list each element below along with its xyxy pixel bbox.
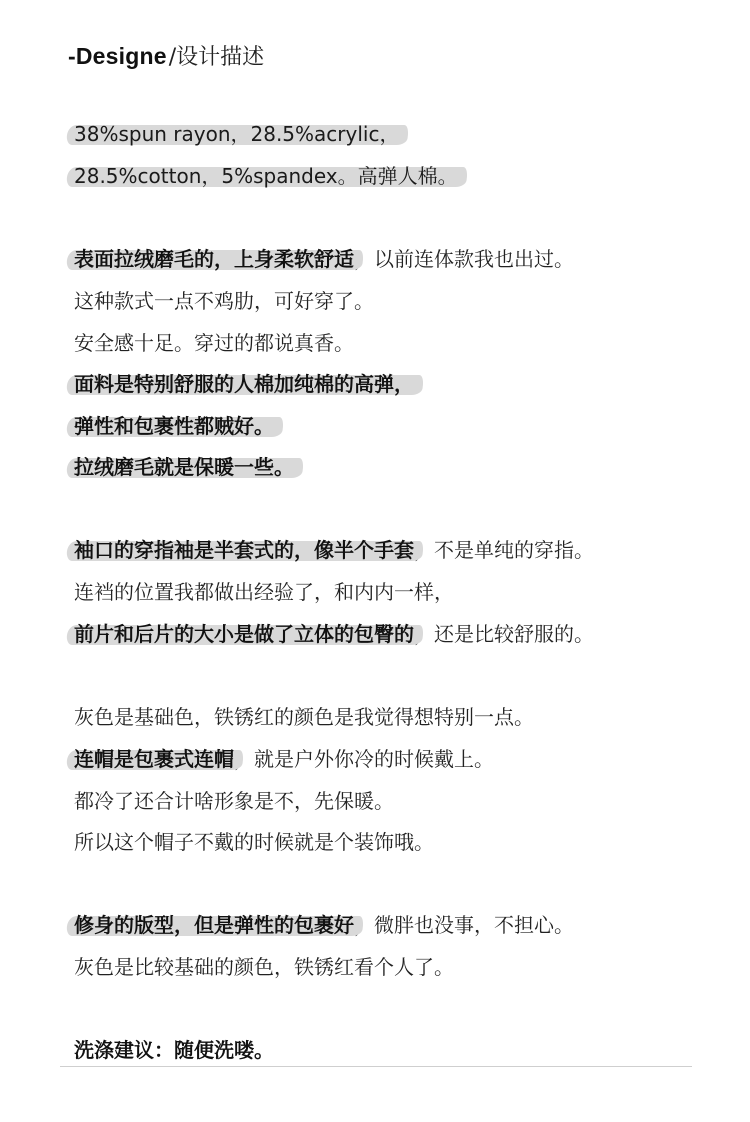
fabric-line-2 xyxy=(74,161,458,191)
section3-text-1: 灰色是基础色，铁锈红的颜色是我觉得想特别一点。 xyxy=(74,705,534,729)
section1-highlight-6: 拉绒磨毛就是保暖一些。 xyxy=(74,455,294,479)
section1-text-2: 这种款式一点不鸡肋，可好穿了。 xyxy=(74,289,374,313)
section2-text-3: ，还是比较舒服的。 xyxy=(414,622,594,646)
section4-highlight-1: 修身的版型，但是弹性的包裹好 xyxy=(74,913,354,937)
section1-highlight-1: 表面拉绒磨毛的，上身柔软舒适 xyxy=(74,247,354,271)
fabric-composition-1: 38%spun rayon，28.5%acrylic， xyxy=(74,122,400,146)
bottom-divider xyxy=(60,1066,692,1067)
section3-highlight-2: 连帽是包裹式连帽 xyxy=(74,747,234,771)
title-english: -Designe xyxy=(68,43,167,69)
section3-line-2 xyxy=(74,744,494,774)
section3-line-1 xyxy=(74,702,534,732)
section1-line-4 xyxy=(74,369,414,399)
section1-highlight-4: 面料是特别舒服的人棉加纯棉的高弹， xyxy=(74,372,414,396)
section1-text-1: ，以前连体款我也出过。 xyxy=(354,247,574,271)
care-instructions: 洗涤建议：随便洗喽。 xyxy=(74,1038,274,1062)
fabric-line-1 xyxy=(74,119,399,149)
section4-text-1: ，微胖也没事，不担心。 xyxy=(354,913,574,937)
care-line xyxy=(74,1035,274,1065)
section4-line-2 xyxy=(74,952,454,982)
section3-text-3: 都冷了还合计啥形象是不，先保暖。 xyxy=(74,789,394,813)
section3-line-4 xyxy=(74,827,434,857)
section1-line-2 xyxy=(74,286,374,316)
section3-text-4: 所以这个帽子不戴的时候就是个装饰哦。 xyxy=(74,830,434,854)
section2-line-1 xyxy=(74,535,594,565)
title-chinese: /设计描述 xyxy=(168,45,265,70)
section2-text-1: ，不是单纯的穿指。 xyxy=(414,538,594,562)
section2-text-2: 连裆的位置我都做出经验了，和内内一样， xyxy=(74,580,454,604)
section1-line-1 xyxy=(74,244,574,274)
section4-text-2: 灰色是比较基础的颜色，铁锈红看个人了。 xyxy=(74,955,454,979)
fabric-composition-2: 28.5%cotton，5%spandex。高弹人棉。 xyxy=(74,164,458,188)
section1-text-3: 安全感十足。穿过的都说真香。 xyxy=(74,331,354,355)
section4-line-1 xyxy=(74,910,574,940)
section2-highlight-3: 前片和后片的大小是做了立体的包臀的 xyxy=(74,622,414,646)
section3-text-2: ，就是户外你冷的时候戴上。 xyxy=(234,747,494,771)
page-title xyxy=(68,40,264,74)
section1-line-5 xyxy=(74,411,274,441)
section1-highlight-5: 弹性和包裹性都贼好。 xyxy=(74,414,274,438)
section3-line-3 xyxy=(74,786,394,816)
section2-highlight-1: 袖口的穿指袖是半套式的，像半个手套 xyxy=(74,538,414,562)
section2-line-2 xyxy=(74,577,454,607)
section2-line-3 xyxy=(74,619,594,649)
section1-line-3 xyxy=(74,328,354,358)
section1-line-6 xyxy=(74,452,294,482)
